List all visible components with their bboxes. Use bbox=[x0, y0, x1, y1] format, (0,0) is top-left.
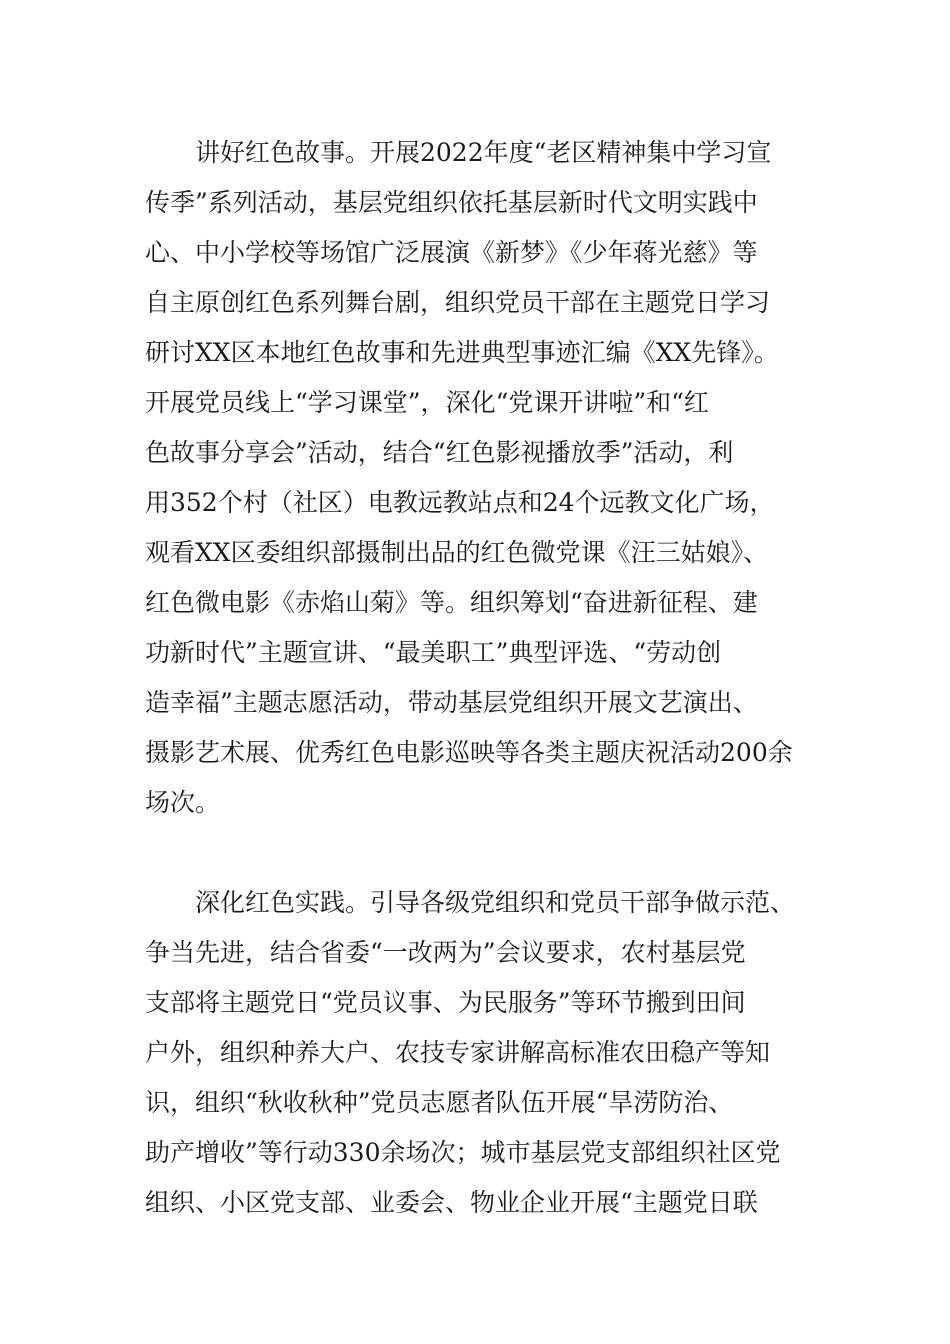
paragraph-line: 观看XX区委组织部摄制出品的红色微党课《汪三姑娘》、 bbox=[145, 538, 769, 567]
paragraph-line: 色故事分享会”活动，结合“红色影视播放季”活动，利 bbox=[145, 438, 734, 467]
paragraph-line: 组织、小区党支部、业委会、物业企业开展“主题党日联 bbox=[145, 1188, 758, 1217]
paragraph-line: 识，组织“秋收秋种”党员志愿者队伍开展“旱涝防治、 bbox=[145, 1088, 734, 1117]
paragraph-line: 助产增收”等行动330余场次；城市基层党支部组织社区党 bbox=[145, 1138, 781, 1167]
paragraph-line: 开展党员线上“学习课堂”，深化“党课开讲啦”和“红 bbox=[145, 388, 709, 417]
paragraph-line: 心、中小学校等场馆广泛展演《新梦》《少年蒋光慈》等 bbox=[145, 238, 758, 267]
paragraph-line: 红色微电影《赤焰山菊》等。组织筹划“奋进新征程、建 bbox=[145, 588, 758, 617]
paragraph-line: 摄影艺术展、优秀红色电影巡映等各类主题庆祝活动200余 bbox=[145, 738, 793, 767]
paragraph-line: 深化红色实践。引导各级党组织和党员干部争做示范、 bbox=[195, 888, 796, 917]
paragraph-red-stories bbox=[145, 128, 810, 828]
paragraph-line: 讲好红色故事。开展2022年度“老区精神集中学习宣 bbox=[195, 138, 772, 167]
paragraph-line: 户外，组织种养大户、农技专家讲解高标准农田稳产等知 bbox=[145, 1038, 771, 1067]
paragraph-red-practice bbox=[145, 878, 810, 1228]
paragraph-line: 造幸福”主题志愿活动，带动基层党组织开展文艺演出、 bbox=[145, 688, 758, 717]
paragraph-line: 争当先进，结合省委“一改两为”会议要求，农村基层党 bbox=[145, 938, 746, 967]
paragraph-line: 用352个村（社区）电教远教站点和24个远教文化广场， bbox=[145, 488, 775, 517]
paragraph-line: 研讨XX区本地红色故事和先进典型事迹汇编《XX先锋》。 bbox=[145, 338, 779, 367]
paragraph-line: 支部将主题党日“党员议事、为民服务”等环节搬到田间 bbox=[145, 988, 746, 1017]
paragraph-line: 传季”系列活动，基层党组织依托基层新时代文明实践中 bbox=[145, 188, 758, 217]
paragraph-line: 场次。 bbox=[145, 788, 221, 817]
paragraph-line: 自主原创红色系列舞台剧，组织党员干部在主题党日学习 bbox=[145, 288, 771, 317]
paragraph-line: 功新时代”主题宣讲、“最美职工”典型评选、“劳动创 bbox=[145, 638, 722, 667]
